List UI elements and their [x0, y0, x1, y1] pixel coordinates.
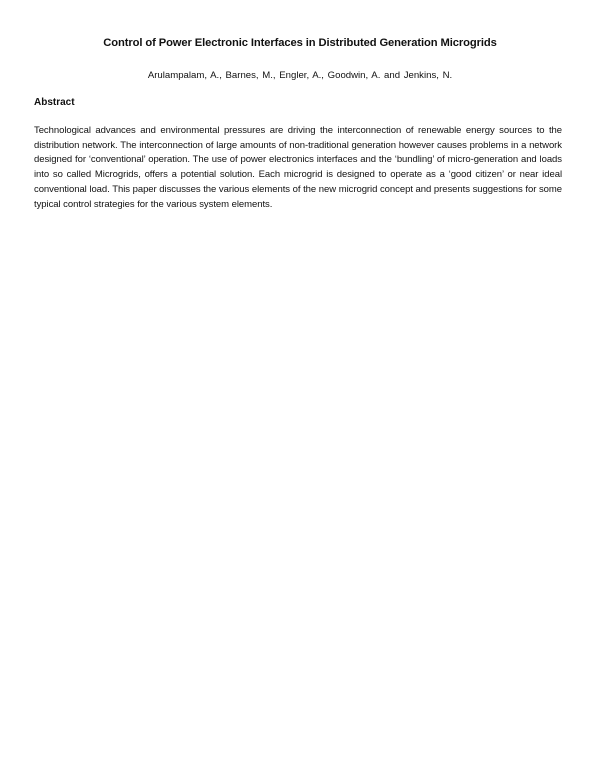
- paper-authors: Arulampalam, A., Barnes, M., Engler, A., Goodwin, A. and Jenkins, N.: [147, 70, 453, 81]
- abstract-paragraph: Technological advances and environmental pressures are driving the interconnection of renewable energy sources to the distribution network. The interconnection of large amounts of non-traditional generation however causes problems in a network designed for ‘conventional’ operation. The use of power electronics interfaces and the ‘bundling’ of micro-generation and loads into so called Microgrids, offers a potential solution. Each microgrid is designed to operate as a ‘good citizen’ or near ideal conventional load. This paper discusses the various elements of the new microgrid concept and presents suggestions for some typical control strategies for the various system elements.: [34, 125, 562, 210]
- paper-title: Control of Power Electronic Interfaces in Distributed Generation Microgrids: [103, 37, 497, 49]
- abstract-heading: Abstract: [34, 97, 75, 108]
